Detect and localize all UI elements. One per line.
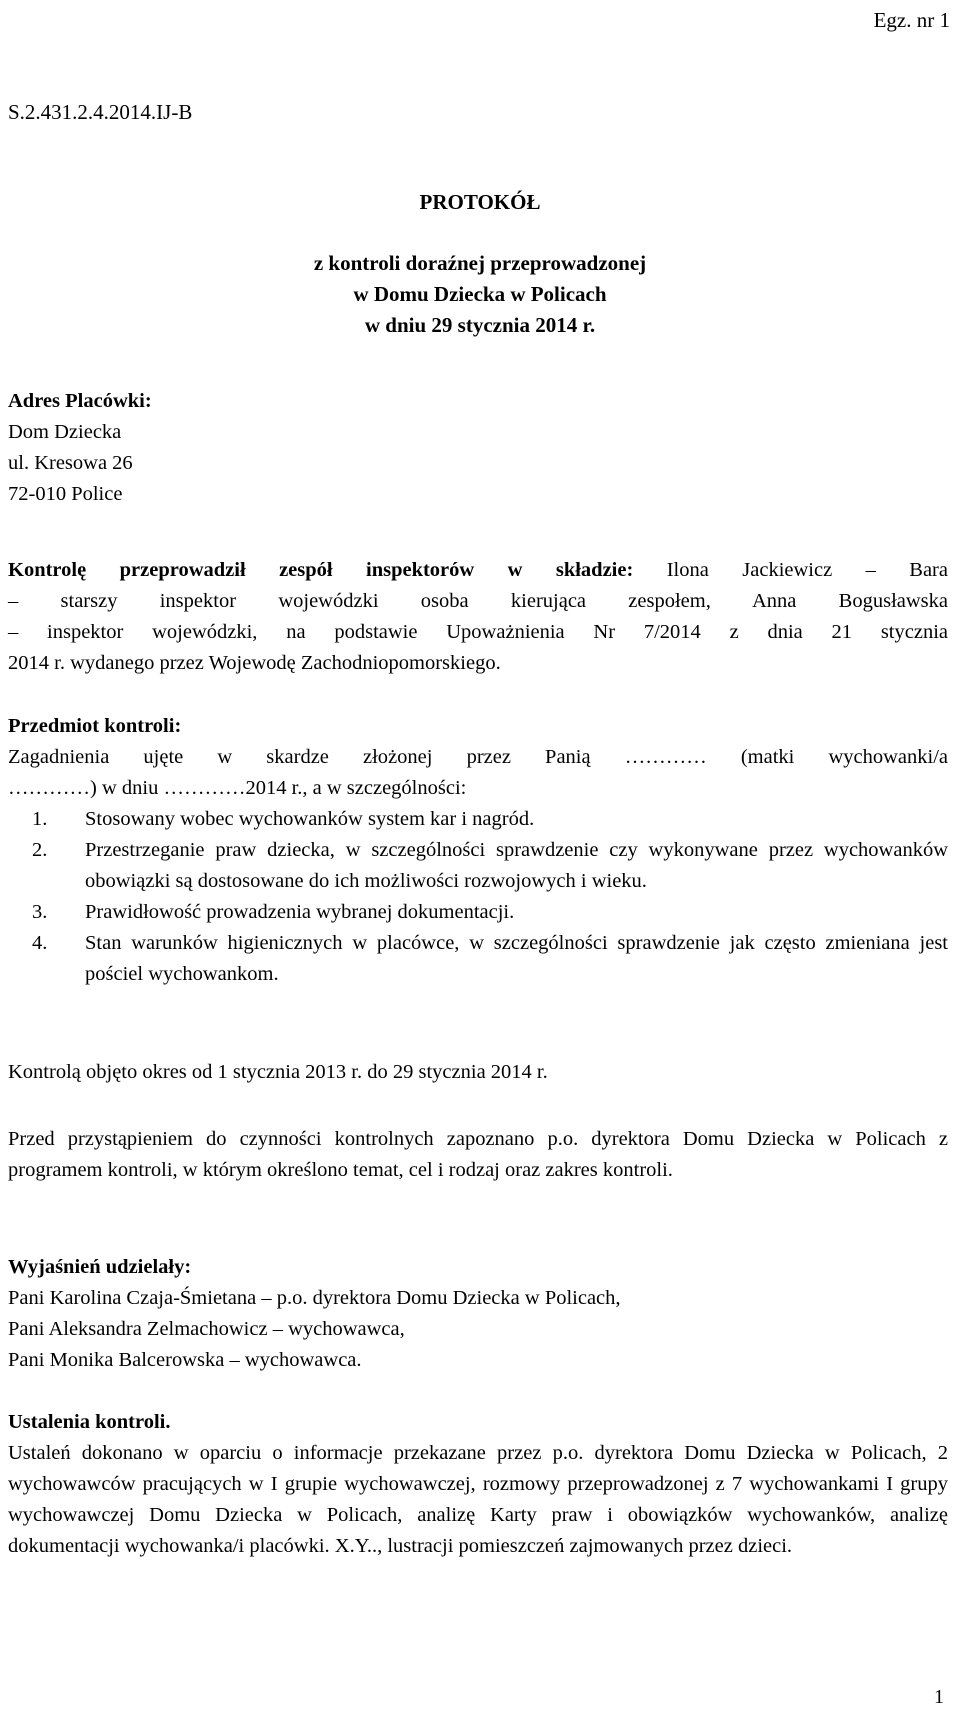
team-line-2: – starszy inspektor wojewódzki osoba kierująca zespołem, Anna Bogusławska: [8, 590, 948, 612]
team-section: [8, 555, 948, 679]
findings-section: [8, 1407, 948, 1562]
list-item: [8, 928, 948, 990]
reference-number: S.2.431.2.4.2014.IJ-B: [8, 100, 193, 124]
list-item: [8, 897, 948, 928]
list-item-text: Stosowany wobec wychowanków system kar i nagród.: [85, 808, 535, 830]
subject-intro-line-1: Zagadnienia ujęte w skardze złożonej przez Panią ………… (matki wychowanki/a: [8, 746, 948, 768]
address-line-1: Dom Dziecka: [8, 421, 122, 443]
address-line-2: ul. Kresowa 26: [8, 452, 133, 474]
list-item: [8, 835, 948, 897]
findings-paragraph: Ustaleń dokonano w oparciu o informacje przekazane przez p.o. dyrektora Domu Dziecka w Policach, 2 wychowawców pracujących w I grupie wychowawczej, rozmowy przeprowadzonej z 7 wychowankami I grupy wychowawczej Domu Dziecka w Policach, analizę Karty praw i obowiązków wychowanków, analizę dokumentacji wychowanka/i placówki. X.Y.., lustracji pomieszczeń zajmowanych przez dzieci.: [8, 1442, 948, 1557]
subtitle-line-3: w dniu 29 stycznia 2014 r.: [364, 313, 596, 337]
list-item-text: Stan warunków higienicznych w placówce, w szczególności sprawdzenie jak często zmieniana jest pościel wychowankom.: [85, 932, 948, 985]
period-paragraph: Kontrolą objęto okres od 1 stycznia 2013 r. do 29 stycznia 2014 r.: [8, 1061, 548, 1083]
team-line-3: – inspektor wojewódzki, na podstawie Upoważnienia Nr 7/2014 z dnia 21 stycznia: [8, 621, 948, 643]
subject-list: [8, 804, 948, 990]
team-line-4: 2014 r. wydanego przez Wojewodę Zachodniopomorskiego.: [8, 652, 501, 674]
page-number: 1: [934, 1686, 944, 1708]
explanations-line-2: Pani Aleksandra Zelmachowicz – wychowawca,: [8, 1318, 405, 1340]
explanations-line-1: Pani Karolina Czaja-Śmietana – p.o. dyrektora Domu Dziecka w Policach,: [8, 1287, 621, 1309]
subject-heading: Przedmiot kontroli:: [8, 715, 182, 737]
team-line-1-rest: Ilona Jackiewicz – Bara: [633, 559, 948, 581]
document-subtitle: [0, 248, 960, 341]
explanations-section: [8, 1252, 948, 1376]
subtitle-line-2: w Domu Dziecka w Policach: [353, 282, 607, 306]
subject-intro-line-2: …………) w dniu …………2014 r., a w szczególności:: [8, 777, 467, 799]
explanations-line-3: Pani Monika Balcerowska – wychowawca.: [8, 1349, 362, 1371]
list-item-number: 3.: [32, 901, 48, 923]
list-item-text: Przestrzeganie praw dziecka, w szczególności sprawdzenie czy wykonywane przez wychowanków obowiązki są dostosowane do ich możliwości rozwojowych i wieku.: [85, 839, 948, 892]
address-line-3: 72-010 Police: [8, 483, 123, 505]
list-item: [8, 804, 948, 835]
intro-paragraph: Przed przystąpieniem do czynności kontrolnych zapoznano p.o. dyrektora Domu Dziecka w Policach z programem kontroli, w którym określono temat, cel i rodzaj oraz zakres kontroli.: [8, 1128, 948, 1181]
copy-number-label: Egz. nr 1: [873, 8, 950, 32]
findings-heading: Ustalenia kontroli.: [8, 1411, 171, 1433]
team-heading: Kontrolę przeprowadził zespół inspektorów w składzie:: [8, 559, 634, 581]
list-item-number: 2.: [32, 839, 48, 861]
address-section: [8, 386, 948, 510]
document-title: PROTOKÓŁ: [419, 190, 541, 214]
team-line-1: [8, 555, 948, 586]
address-heading: Adres Placówki:: [8, 390, 152, 412]
subject-section: [8, 711, 948, 804]
list-item-text: Prawidłowość prowadzenia wybranej dokumentacji.: [85, 901, 515, 923]
list-item-number: 4.: [32, 932, 48, 954]
subtitle-line-1: z kontroli doraźnej przeprowadzonej: [313, 251, 647, 275]
explanations-heading: Wyjaśnień udzielały:: [8, 1256, 192, 1278]
list-item-number: 1.: [32, 808, 48, 830]
